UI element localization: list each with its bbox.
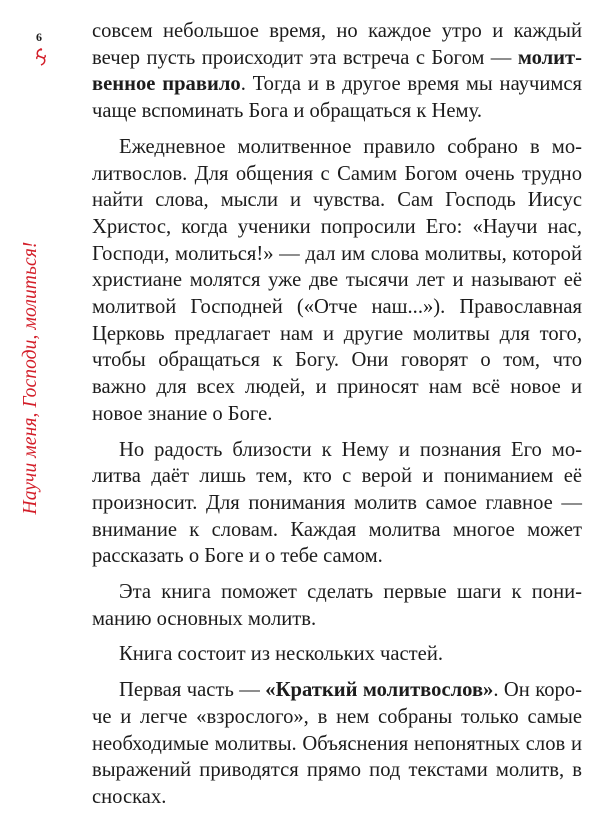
text-span: Книга состоит из нескольких частей. [119,643,443,666]
text-span: совсем небольшое время, но каждое утро и каждый вечер пусть происходит эта встреча с Богом — [92,20,582,69]
text-span: Эта книга поможет сделать первые шаги к пониманию основных молитв. [92,581,582,630]
paragraph [92,677,582,811]
floral-ornament-icon [33,48,49,66]
text-span: . Он короче и легче «взрослого», в нем собраны только самые необходимые молитвы. Объяснения непонятных слов и выражений приводятся прямо под текстами молитв, в сносках. [92,679,582,808]
text-span: Ежедневное молитвенное правило собрано в молитвослов. Для общения с Самим Богом очень трудно найти слова, мысли и чувства. Сам Господь Иисус Христос, когда ученики попросили Его: «Научи нас, Господи, молиться!» — дал им слова молитвы, которой христиане молятся уже две тысячи лет и называют её молитвой Господней («Отче наш...»). Православная Церковь предлагает нам и другие молитвы для того, чтобы обращаться к Богу. Они говорят о том, что важно для всех людей, и приносят нам всё новое и новое знание о Боге. [92,135,582,425]
text-span: Первая часть — [119,679,266,702]
text-span: Но радость близости к Нему и познания Его молитва даёт лишь тем, кто с верой и пониманием её произносит. Для понимания молитв самое главное — внимание к словам. Каждая молитва многое может рассказать о Боге и о тебе самом. [92,438,582,568]
paragraph [92,579,582,632]
paragraph [92,437,582,571]
bold-term: «Краткий молитвослов» [265,679,494,702]
bold-term: молитвенное правило [92,46,582,96]
paragraph [92,134,582,428]
running-title: Научи меня, Господи, молиться! [20,241,41,515]
text-span: . Тогда и в другое время мы научимся чаще вспоминать Бога и обращаться к Нему. [92,73,582,123]
paragraph [92,641,582,668]
body-text [92,18,582,820]
page-number: 6 [36,30,42,44]
paragraph [92,18,582,125]
